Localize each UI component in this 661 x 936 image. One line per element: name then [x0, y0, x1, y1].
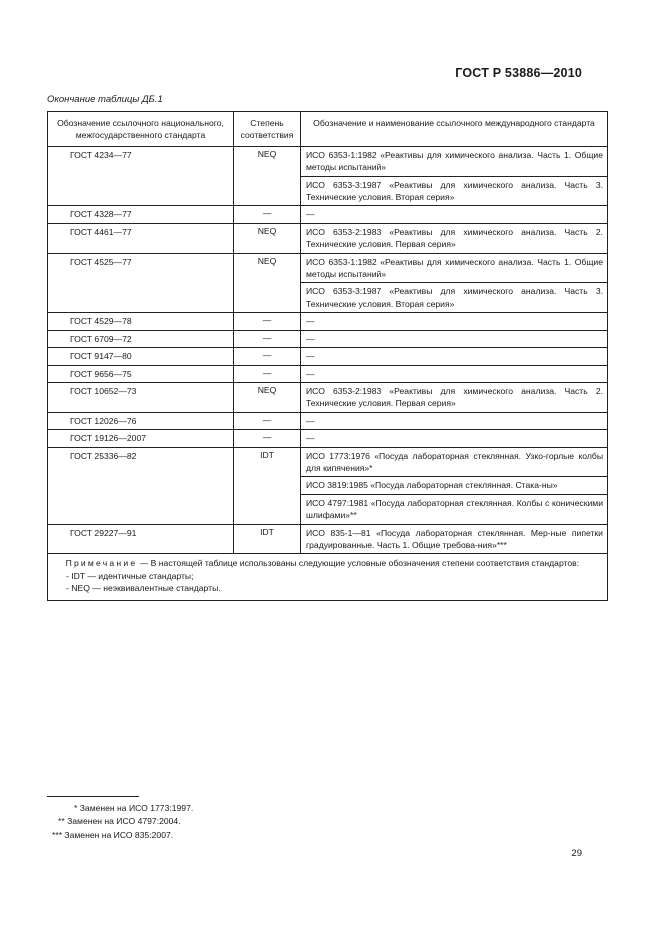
note-text: [56, 557, 599, 569]
degree-cell: —: [234, 330, 301, 347]
footnote-1: * Заменен на ИСО 1773:1997.: [74, 803, 194, 813]
document-id: ГОСТ Р 53886—2010: [455, 66, 582, 80]
table-note-row: [48, 554, 608, 600]
degree-cell: —: [234, 412, 301, 429]
national-standard-cell: ГОСТ 25336—82: [48, 447, 234, 524]
page-number: 29: [571, 848, 582, 859]
international-standard-cell: —: [301, 313, 608, 330]
degree-cell: IDT: [234, 447, 301, 524]
international-standard-cell: ИСО 1773:1976 «Посуда лабораторная стеклянная. Узко-горлые колбы для кипячения»*: [301, 447, 608, 477]
national-standard-cell: ГОСТ 4525—77: [48, 253, 234, 313]
note-label: Примечание: [65, 558, 138, 569]
table-row: [48, 330, 608, 347]
national-standard-cell: ГОСТ 4529—78: [48, 313, 234, 330]
international-standard-cell: ИСО 3819:1985 «Посуда лабораторная стеклянная. Стака-ны»: [301, 477, 608, 494]
international-standard-cell: —: [301, 365, 608, 382]
table-row: [48, 146, 608, 176]
international-standard-cell: ИСО 6353-3:1987 «Реактивы для химического анализа. Часть 3. Технические условия. Вторая серия»: [301, 176, 608, 206]
note-item-idt: - IDT — идентичные стандарты;: [66, 570, 194, 581]
international-standard-cell: —: [301, 330, 608, 347]
footnote-3: *** Заменен на ИСО 835:2007.: [52, 829, 174, 840]
degree-cell: —: [234, 348, 301, 365]
international-standard-cell: ИСО 6353-2:1983 «Реактивы для химического анализа. Часть 2. Технические условия. Первая серия»: [301, 382, 608, 412]
table-row: [48, 430, 608, 447]
table-row: [48, 447, 608, 477]
international-standard-cell: ИСО 6353-3:1987 «Реактивы для химического анализа. Часть 3. Технические условия. Вторая серия»: [301, 283, 608, 313]
table-body: [48, 146, 608, 554]
degree-cell: NEQ: [234, 223, 301, 253]
table-row: [48, 365, 608, 382]
note-item-neq: - NEQ — неэквивалентные стандарты.: [66, 583, 221, 594]
international-standard-cell: —: [301, 348, 608, 365]
national-standard-cell: ГОСТ 9147—80: [48, 348, 234, 365]
international-standard-cell: —: [301, 412, 608, 429]
degree-cell: NEQ: [234, 146, 301, 206]
degree-cell: —: [234, 365, 301, 382]
degree-cell: —: [234, 313, 301, 330]
degree-cell: NEQ: [234, 253, 301, 313]
national-standard-cell: ГОСТ 19126—2007: [48, 430, 234, 447]
table-note: [48, 554, 608, 600]
column-header-international: Обозначение и наименование ссылочного международного стандарта: [301, 112, 608, 147]
international-standard-cell: ИСО 4797:1981 «Посуда лабораторная стеклянная. Колбы с коническими шлифами»**: [301, 494, 608, 524]
footnote-2: ** Заменен на ИСО 4797:2004.: [58, 816, 181, 827]
national-standard-cell: ГОСТ 4461—77: [48, 223, 234, 253]
national-standard-cell: ГОСТ 12026—76: [48, 412, 234, 429]
national-standard-cell: ГОСТ 29227—91: [48, 524, 234, 554]
table-row: [48, 253, 608, 283]
degree-cell: IDT: [234, 524, 301, 554]
column-header-national: Обозначение ссылочного национального, межгосударственного стандарта: [48, 112, 234, 147]
table-row: [48, 348, 608, 365]
national-standard-cell: ГОСТ 4234—77: [48, 146, 234, 206]
national-standard-cell: ГОСТ 4328—77: [48, 206, 234, 223]
table-caption: Окончание таблицы ДБ.1: [47, 94, 163, 105]
table-row: [48, 206, 608, 223]
degree-cell: —: [234, 206, 301, 223]
table-row: [48, 223, 608, 253]
national-standard-cell: ГОСТ 6709—72: [48, 330, 234, 347]
table-row: [48, 412, 608, 429]
international-standard-cell: —: [301, 206, 608, 223]
reference-standards-table: [47, 111, 608, 601]
note-body: — В настоящей таблице использованы следующие условные обозначения степени соответствия стандартов:: [139, 558, 580, 569]
table-row: [48, 313, 608, 330]
table-row: [48, 524, 608, 554]
table-row: [48, 382, 608, 412]
degree-cell: NEQ: [234, 382, 301, 412]
footnotes: [47, 802, 193, 842]
degree-cell: —: [234, 430, 301, 447]
international-standard-cell: —: [301, 430, 608, 447]
international-standard-cell: ИСО 835-1—81 «Посуда лабораторная стеклянная. Мер-ные пипетки градуированные. Часть 1. Общие требова-ния»***: [301, 524, 608, 554]
national-standard-cell: ГОСТ 9656—75: [48, 365, 234, 382]
column-header-degree: Степень соответствия: [234, 112, 301, 147]
international-standard-cell: ИСО 6353-1:1982 «Реактивы для химического анализа. Часть 1. Общие методы испытаний»: [301, 253, 608, 283]
international-standard-cell: ИСО 6353-1:1982 «Реактивы для химического анализа. Часть 1. Общие методы испытаний»: [301, 146, 608, 176]
international-standard-cell: ИСО 6353-2:1983 «Реактивы для химического анализа. Часть 2. Технические условия. Первая серия»: [301, 223, 608, 253]
footnote-separator: [47, 796, 139, 797]
table-header-row: [48, 112, 608, 147]
national-standard-cell: ГОСТ 10652—73: [48, 382, 234, 412]
